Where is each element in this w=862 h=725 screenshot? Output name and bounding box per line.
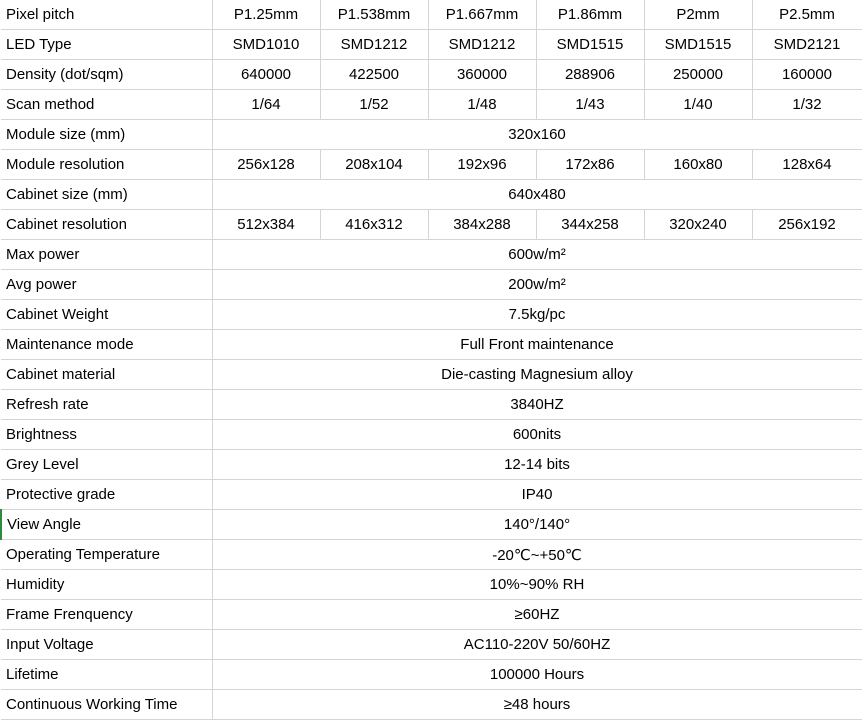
row-label[interactable]: Input Voltage [1,630,212,660]
table-row [1,540,862,570]
value-cell[interactable]: P1.667mm [428,0,536,30]
value-cell[interactable]: SMD2121 [752,30,862,60]
row-label[interactable]: Humidity [1,570,212,600]
row-label[interactable]: Refresh rate [1,390,212,420]
value-cell[interactable]: 192x96 [428,150,536,180]
merged-value-cell[interactable]: Full Front maintenance [212,330,862,360]
value-cell[interactable]: P2.5mm [752,0,862,30]
row-label[interactable]: LED Type [1,30,212,60]
row-label[interactable]: Avg power [1,270,212,300]
row-label[interactable]: Cabinet resolution [1,210,212,240]
row-label[interactable]: Scan method [1,90,212,120]
value-cell[interactable]: 256x192 [752,210,862,240]
table-row [1,30,862,60]
row-label[interactable]: View Angle [1,510,212,540]
table-row [1,120,862,150]
merged-value-cell[interactable]: AC110-220V 50/60HZ [212,630,862,660]
value-cell[interactable]: 256x128 [212,150,320,180]
merged-value-cell[interactable]: 600nits [212,420,862,450]
table-row [1,330,862,360]
table-row [1,210,862,240]
row-label[interactable]: Continuous Working Time [1,690,212,720]
spec-table-body [1,0,862,720]
row-label[interactable]: Protective grade [1,480,212,510]
table-row [1,510,862,540]
table-row [1,60,862,90]
table-row [1,360,862,390]
table-row [1,90,862,120]
value-cell[interactable]: 640000 [212,60,320,90]
merged-value-cell[interactable]: 140°/140° [212,510,862,540]
row-label[interactable]: Module resolution [1,150,212,180]
row-label[interactable]: Lifetime [1,660,212,690]
value-cell[interactable]: SMD1212 [320,30,428,60]
table-row [1,660,862,690]
merged-value-cell[interactable]: IP40 [212,480,862,510]
value-cell[interactable]: 1/43 [536,90,644,120]
value-cell[interactable]: 250000 [644,60,752,90]
row-label[interactable]: Pixel pitch [1,0,212,30]
value-cell[interactable]: SMD1212 [428,30,536,60]
merged-value-cell[interactable]: 100000 Hours [212,660,862,690]
row-label[interactable]: Module size (mm) [1,120,212,150]
merged-value-cell[interactable]: 320x160 [212,120,862,150]
table-row [1,270,862,300]
table-row [1,480,862,510]
value-cell[interactable]: 1/48 [428,90,536,120]
merged-value-cell[interactable]: -20℃~+50℃ [212,540,862,570]
merged-value-cell[interactable]: Die-casting Magnesium alloy [212,360,862,390]
value-cell[interactable]: 160x80 [644,150,752,180]
table-row [1,690,862,720]
value-cell[interactable]: P1.538mm [320,0,428,30]
value-cell[interactable]: SMD1515 [536,30,644,60]
row-label[interactable]: Maintenance mode [1,330,212,360]
value-cell[interactable]: 1/64 [212,90,320,120]
value-cell[interactable]: 128x64 [752,150,862,180]
value-cell[interactable]: 1/32 [752,90,862,120]
value-cell[interactable]: 512x384 [212,210,320,240]
value-cell[interactable]: SMD1515 [644,30,752,60]
merged-value-cell[interactable]: 640x480 [212,180,862,210]
value-cell[interactable]: 320x240 [644,210,752,240]
value-cell[interactable]: 384x288 [428,210,536,240]
table-row [1,0,862,30]
value-cell[interactable]: 360000 [428,60,536,90]
merged-value-cell[interactable]: ≥60HZ [212,600,862,630]
row-label[interactable]: Operating Temperature [1,540,212,570]
row-label[interactable]: Frame Frenquency [1,600,212,630]
table-row [1,390,862,420]
value-cell[interactable]: 160000 [752,60,862,90]
table-row [1,240,862,270]
merged-value-cell[interactable]: 10%~90% RH [212,570,862,600]
table-row [1,150,862,180]
value-cell[interactable]: 172x86 [536,150,644,180]
row-label[interactable]: Cabinet material [1,360,212,390]
value-cell[interactable]: P1.25mm [212,0,320,30]
value-cell[interactable]: 344x258 [536,210,644,240]
table-row [1,450,862,480]
value-cell[interactable]: 288906 [536,60,644,90]
table-row [1,180,862,210]
value-cell[interactable]: 1/40 [644,90,752,120]
value-cell[interactable]: 1/52 [320,90,428,120]
merged-value-cell[interactable]: 12-14 bits [212,450,862,480]
row-label[interactable]: Cabinet Weight [1,300,212,330]
row-label[interactable]: Grey Level [1,450,212,480]
merged-value-cell[interactable]: 3840HZ [212,390,862,420]
table-row [1,570,862,600]
merged-value-cell[interactable]: 600w/m² [212,240,862,270]
value-cell[interactable]: P1.86mm [536,0,644,30]
table-row [1,630,862,660]
value-cell[interactable]: 208x104 [320,150,428,180]
merged-value-cell[interactable]: ≥48 hours [212,690,862,720]
row-label[interactable]: Cabinet size (mm) [1,180,212,210]
table-row [1,300,862,330]
row-label[interactable]: Density (dot/sqm) [1,60,212,90]
merged-value-cell[interactable]: 200w/m² [212,270,862,300]
table-row [1,420,862,450]
value-cell[interactable]: 422500 [320,60,428,90]
value-cell[interactable]: SMD1010 [212,30,320,60]
table-row [1,600,862,630]
row-label[interactable]: Max power [1,240,212,270]
value-cell[interactable]: 416x312 [320,210,428,240]
row-label[interactable]: Brightness [1,420,212,450]
merged-value-cell[interactable]: 7.5kg/pc [212,300,862,330]
value-cell[interactable]: P2mm [644,0,752,30]
